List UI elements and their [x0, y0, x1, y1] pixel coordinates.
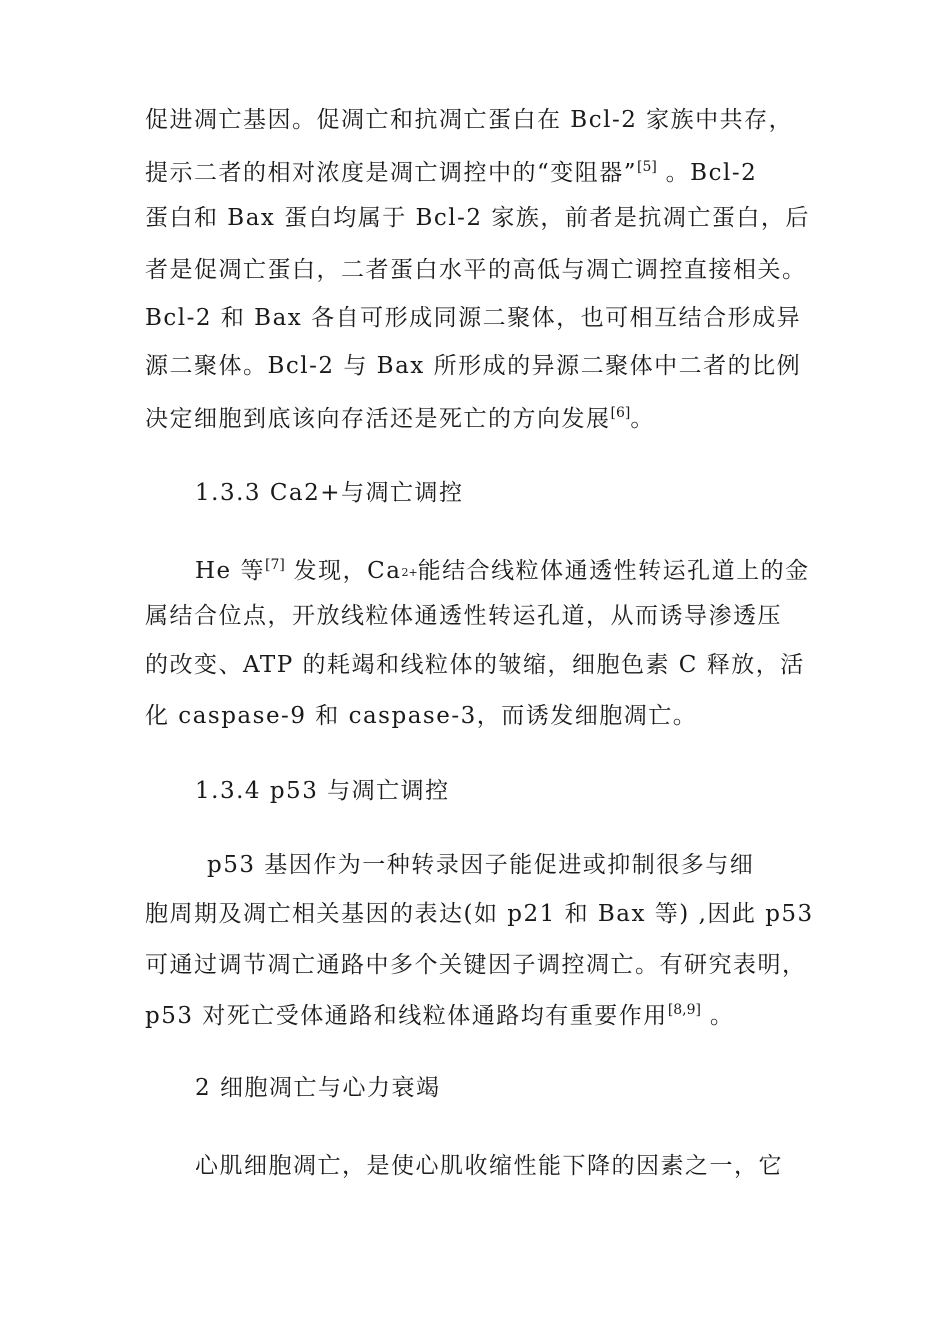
citation-ref[interactable]: [6]: [610, 405, 631, 421]
text-run: 。: [701, 1003, 735, 1029]
text-run: 源二聚体。Bcl-2 与 Bax 所形成的异源二聚体中二者的比例: [145, 353, 802, 379]
text-run: 发现，Ca: [284, 558, 402, 584]
text-run: 化 caspase-9 和 caspase-3，而诱发细胞凋亡。: [145, 703, 698, 729]
text-run: p53 对死亡受体通路和线粒体通路均有重要作用: [145, 1003, 668, 1029]
text-run: He 等: [195, 558, 265, 584]
text-run: 。: [630, 406, 655, 432]
paragraph-line: [195, 1151, 783, 1181]
text-run: 。Bcl-2: [656, 160, 758, 186]
text-run: 能结合线粒体通透性转运孔道上的金: [417, 558, 810, 584]
section-heading-1-3-4: [195, 776, 450, 806]
paragraph-line: [145, 701, 697, 731]
text-run: p53 基因作为一种转录因子能促进或抑制很多与细: [207, 852, 755, 878]
citation-ref[interactable]: [8,9]: [667, 1002, 702, 1018]
citation-ref[interactable]: [5]: [637, 159, 657, 175]
paragraph-line: [145, 255, 807, 285]
ion-charge-superscript: 2+: [401, 566, 418, 579]
text-run: 者是促凋亡蛋白，二者蛋白水平的高低与凋亡调控直接相关。: [145, 257, 807, 283]
paragraph-line: [145, 601, 782, 631]
paragraph-line: [145, 950, 807, 980]
paragraph-line: [195, 556, 810, 586]
paragraph-line: [145, 899, 814, 929]
paragraph-line: [145, 203, 810, 233]
text-run: 心肌细胞凋亡，是使心肌收缩性能下降的因素之一，它: [195, 1153, 783, 1179]
paragraph-line: [145, 404, 655, 434]
text-run: 可通过调节凋亡通路中多个关键因子调控凋亡。有研究表明，: [145, 952, 807, 978]
text-run: 蛋白和 Bax 蛋白均属于 Bcl-2 家族，前者是抗凋亡蛋白，后: [145, 205, 810, 231]
paragraph-line: [207, 850, 754, 880]
heading-text: 1.3.3 Ca2+与凋亡调控: [195, 480, 464, 506]
paragraph-line: [145, 1001, 734, 1031]
citation-ref[interactable]: [7]: [264, 557, 285, 573]
text-run: Bcl-2 和 Bax 各自可形成同源二聚体，也可相互结合形成异: [145, 305, 802, 331]
text-run: 提示二者的相对浓度是凋亡调控中的“变阻器”: [145, 160, 638, 186]
text-run: 决定细胞到底该向存活还是死亡的方向发展: [145, 406, 611, 432]
text-run: 促进凋亡基因。促凋亡和抗凋亡蛋白在 Bcl-2 家族中共存，: [145, 107, 794, 133]
paragraph-line: [145, 650, 805, 680]
paragraph-line: [145, 303, 801, 333]
paragraph-line: [145, 351, 801, 381]
text-run: 的改变、ATP 的耗竭和线粒体的皱缩，细胞色素 C 释放，活: [145, 652, 805, 678]
section-heading-2: [195, 1073, 440, 1103]
section-heading-1-3-3: [195, 478, 464, 508]
heading-text: 2 细胞凋亡与心力衰竭: [195, 1075, 441, 1101]
heading-text: 1.3.4 p53 与凋亡调控: [195, 778, 450, 804]
paragraph-line: [145, 105, 793, 135]
text-run: 属结合位点，开放线粒体通透性转运孔道，从而诱导渗透压: [145, 603, 782, 629]
paragraph-line: [145, 158, 757, 188]
text-run: 胞周期及凋亡相关基因的表达(如 p21 和 Bax 等) ,因此 p53: [145, 901, 814, 927]
